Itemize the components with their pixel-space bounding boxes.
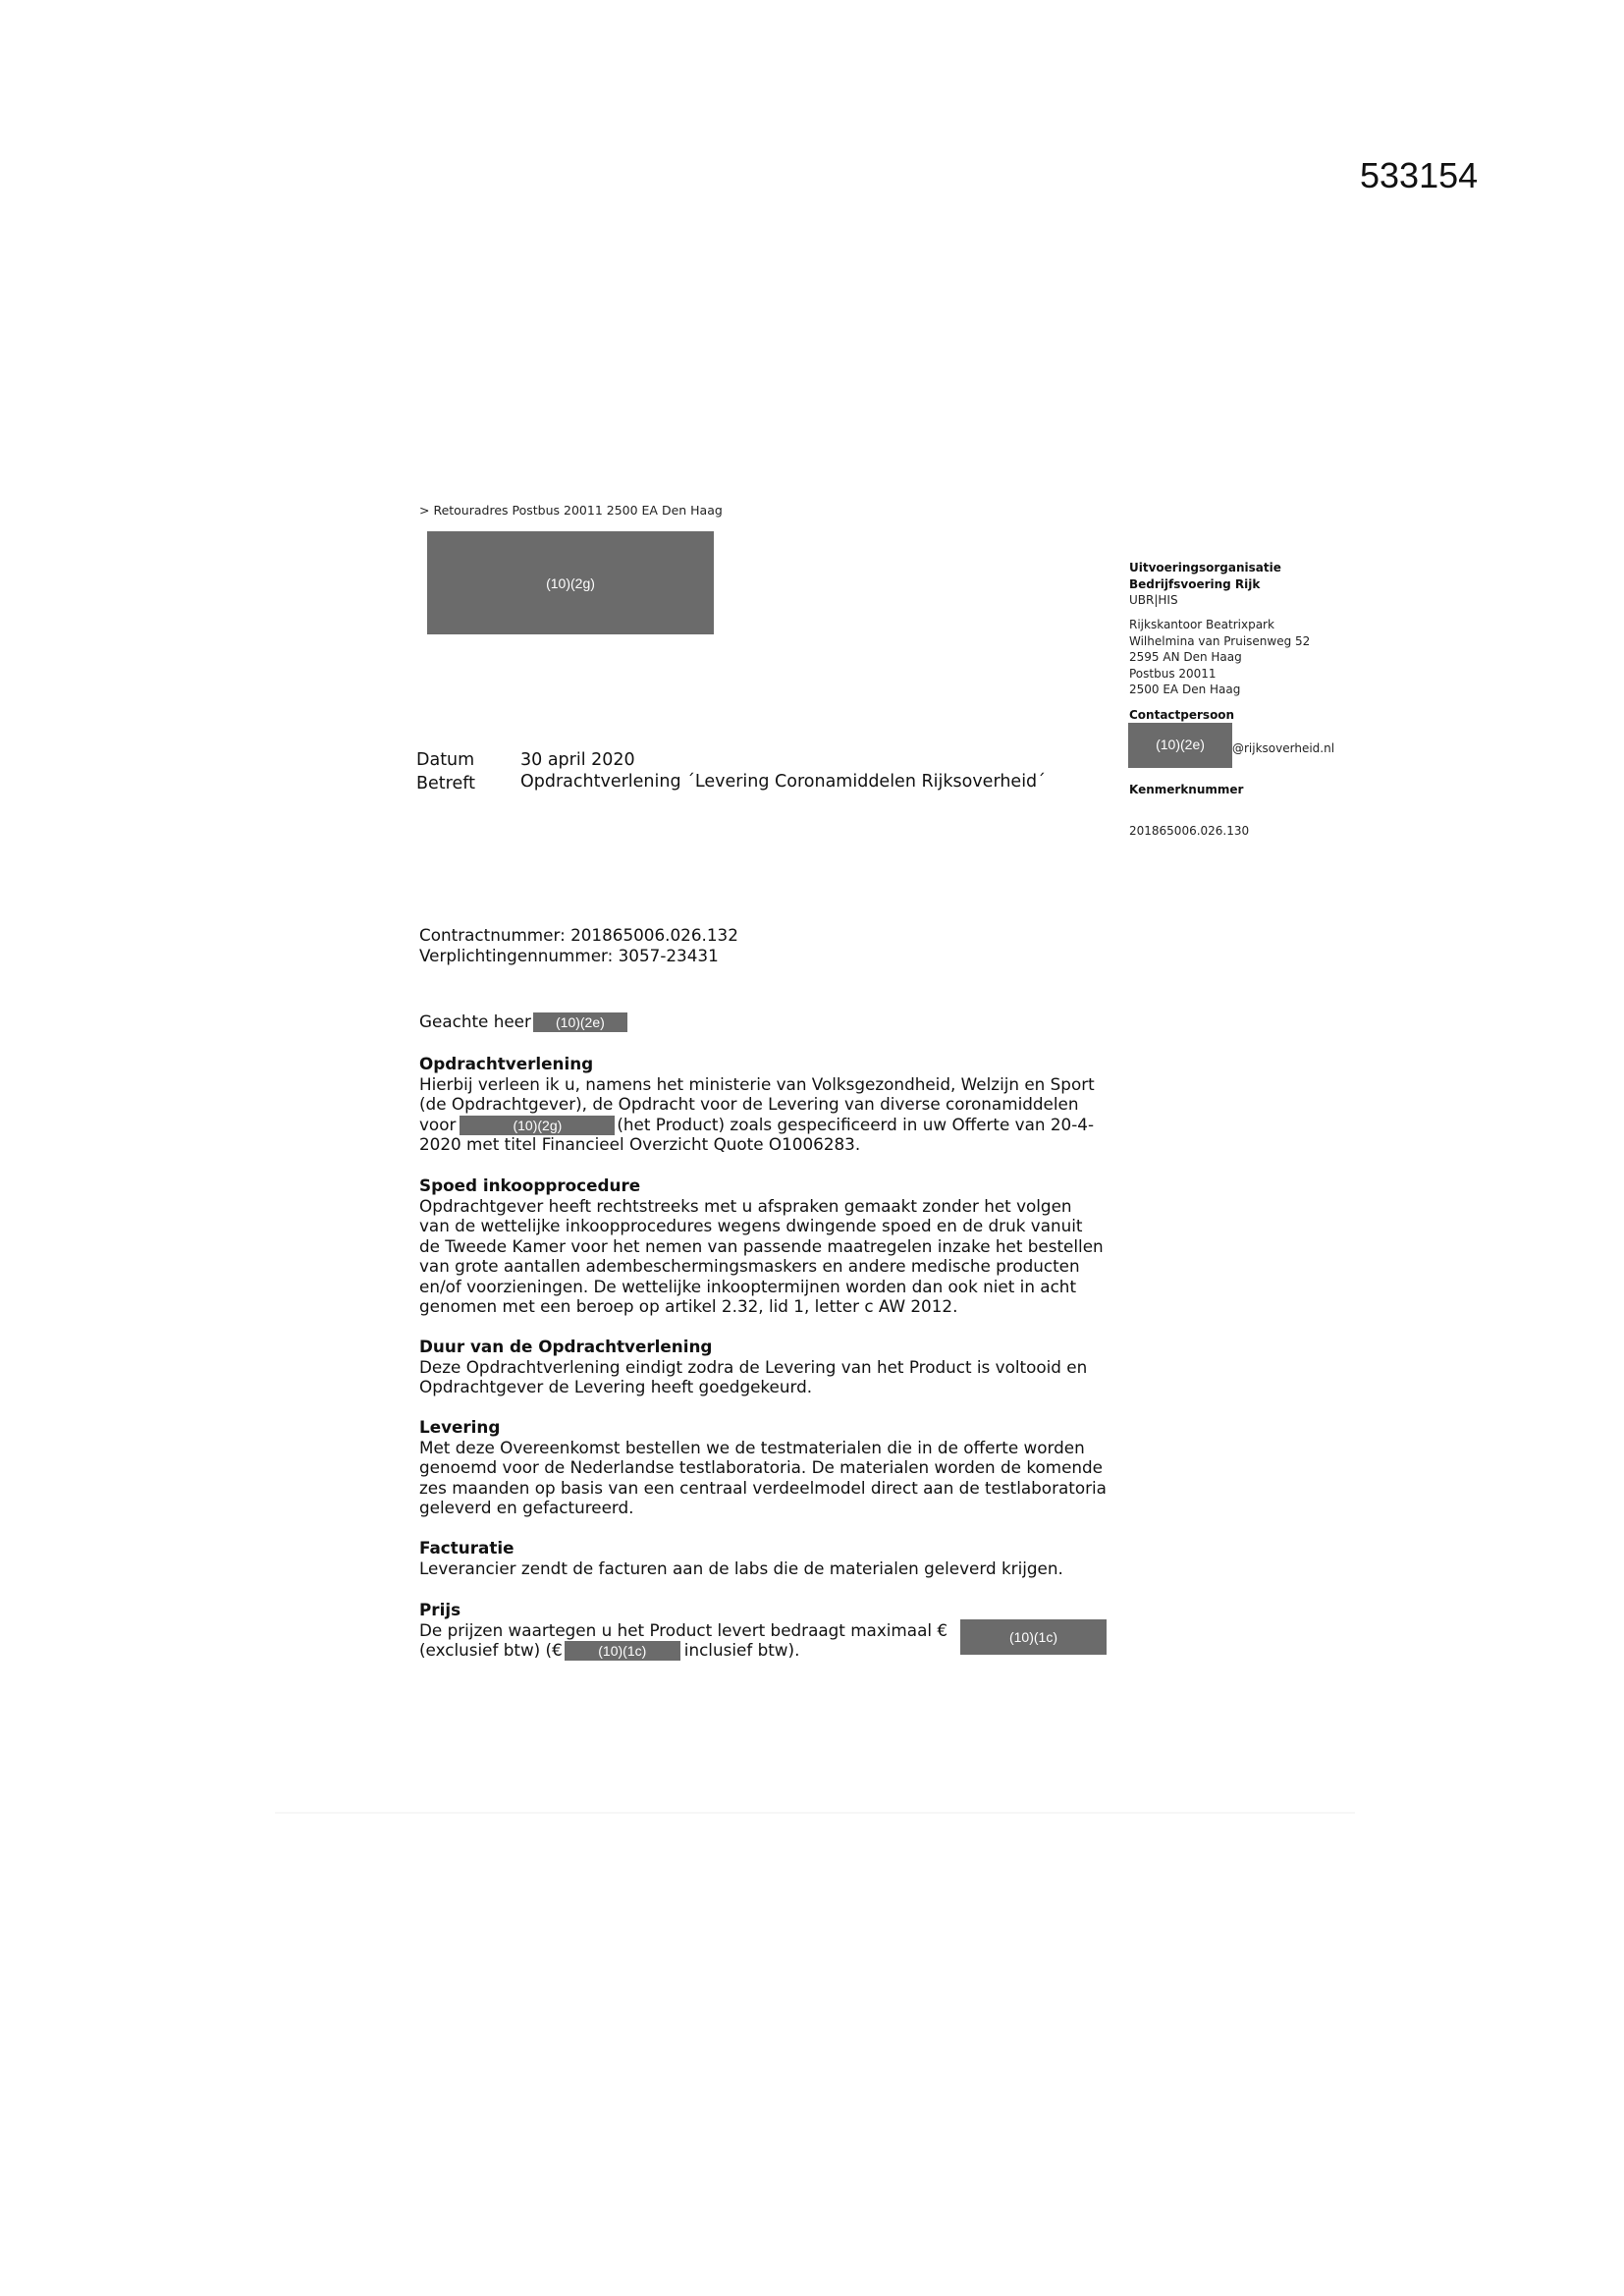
- section-facturatie: [419, 1538, 1116, 1578]
- return-address: > Retouradres Postbus 20011 2500 EA Den Haag: [419, 503, 723, 518]
- redaction-code: (10)(2g): [546, 574, 595, 591]
- section-heading: Facturatie: [419, 1538, 514, 1558]
- redaction-code: (10)(2e): [1156, 737, 1205, 752]
- paragraph-line: van de wettelijke inkoopprocedures wegens dwingende spoed en de druk vanuit: [419, 1216, 1083, 1235]
- section-heading: Duur van de Opdrachtverlening: [419, 1337, 713, 1356]
- price-incl-redaction: (10)(1c): [565, 1641, 680, 1661]
- paragraph-line: De prijzen waartegen u het Product levert bedraagt maximaal €: [419, 1619, 948, 1640]
- contract-block: [419, 925, 1116, 965]
- section-levering: [419, 1417, 1116, 1518]
- sender-org-line1: Uitvoeringsorganisatie: [1129, 561, 1281, 574]
- recipient-address-redaction: [427, 531, 714, 634]
- product-redaction: (10)(2g): [460, 1116, 615, 1135]
- salutation-text: Geachte heer: [419, 1011, 531, 1031]
- sender-address-line3: 2595 AN Den Haag: [1129, 650, 1242, 664]
- page-scan-edge: [275, 1812, 1355, 1814]
- reference-value: 201865006.026.130: [1129, 824, 1250, 838]
- section-heading: Prijs: [419, 1600, 461, 1619]
- reference-label: Kenmerknummer: [1129, 783, 1244, 796]
- paragraph-line: 2020 met titel Financieel Overzicht Quote O1006283.: [419, 1134, 861, 1154]
- paragraph-line: Opdrachtgever heeft rechtstreeks met u afspraken gemaakt zonder het volgen: [419, 1195, 1072, 1216]
- section-heading: Levering: [419, 1417, 501, 1437]
- paragraph-line: (de Opdrachtgever), de Opdracht voor de Levering van diverse coronamiddelen: [419, 1094, 1079, 1114]
- paragraph-line: (exclusief btw) (€ (10)(1c) inclusief btw).: [419, 1640, 800, 1660]
- paragraph-line: Leverancier zendt de facturen aan de labs die de materialen geleverd krijgen.: [419, 1558, 1063, 1578]
- date-label: Datum: [416, 750, 475, 770]
- section-duur: [419, 1337, 1116, 1397]
- section-spoed: [419, 1175, 1116, 1317]
- paragraph-line: genoemd voor de Nederlandse testlaboratoria. De materialen worden de komende: [419, 1457, 1104, 1477]
- paragraph-line: de Tweede Kamer voor het nemen van passende maatregelen inzake het bestellen: [419, 1235, 1104, 1256]
- date-value: 30 april 2020: [520, 750, 635, 770]
- subject-value: Opdrachtverlening ´Levering Coronamiddelen Rijksoverheid´: [520, 772, 1046, 792]
- salutation: [419, 1011, 1116, 1032]
- paragraph-line: van grote aantallen adembeschermingsmaskers en andere medische producten: [419, 1256, 1080, 1276]
- salutation-redaction: (10)(2e): [533, 1012, 627, 1032]
- section-opdrachtverlening: [419, 1054, 1116, 1155]
- paragraph-line: Met deze Overeenkomst bestellen we de testmaterialen die in de offerte worden: [419, 1437, 1085, 1457]
- contract-number: Contractnummer: 201865006.026.132: [419, 925, 738, 945]
- document-number: 533154: [1360, 155, 1479, 195]
- paragraph-line: zes maanden op basis van een centraal verdeelmodel direct aan de testlaboratoria: [419, 1477, 1107, 1498]
- sender-address-line5: 2500 EA Den Haag: [1129, 683, 1241, 696]
- sender-org-line3: UBR|HIS: [1129, 593, 1178, 607]
- section-heading: Opdrachtverlening: [419, 1054, 594, 1073]
- contact-label: Contactpersoon: [1129, 708, 1235, 722]
- paragraph-line: voor (10)(2g) (het Product) zoals gespecificeerd in uw Offerte van 20-4-: [419, 1114, 1094, 1134]
- paragraph-line: Deze Opdrachtverlening eindigt zodra de Levering van het Product is voltooid en: [419, 1356, 1088, 1377]
- paragraph-line: genomen met een beroep op artikel 2.32, lid 1, letter c AW 2012.: [419, 1296, 958, 1316]
- contact-redaction: [1128, 723, 1232, 768]
- paragraph-line: geleverd en gefactureerd.: [419, 1498, 634, 1517]
- paragraph-line: Hierbij verleen ik u, namens het ministerie van Volksgezondheid, Welzijn en Sport: [419, 1073, 1095, 1094]
- sender-address-line1: Rijkskantoor Beatrixpark: [1129, 618, 1274, 631]
- sender-address-line4: Postbus 20011: [1129, 666, 1217, 681]
- paragraph-line: en/of voorzieningen. De wettelijke inkooptermijnen worden dan ook niet in acht: [419, 1276, 1077, 1296]
- price-excl-redaction: [960, 1619, 1107, 1655]
- sender-block: [1129, 560, 1281, 609]
- sender-address-line2: Wilhelmina van Pruisenweg 52: [1129, 633, 1311, 648]
- sender-address: [1129, 617, 1310, 698]
- paragraph-line: Opdrachtgever de Levering heeft goedgekeurd.: [419, 1377, 813, 1396]
- redaction-code: (10)(1c): [1008, 1629, 1057, 1645]
- section-heading: Spoed inkoopprocedure: [419, 1175, 641, 1195]
- subject-label: Betreft: [416, 774, 475, 793]
- contact-email-link[interactable]: @rijksoverheid.nl: [1232, 741, 1335, 755]
- sender-org-line2: Bedrijfsvoering Rijk: [1129, 576, 1261, 591]
- obligation-number: Verplichtingennummer: 3057-23431: [419, 945, 719, 965]
